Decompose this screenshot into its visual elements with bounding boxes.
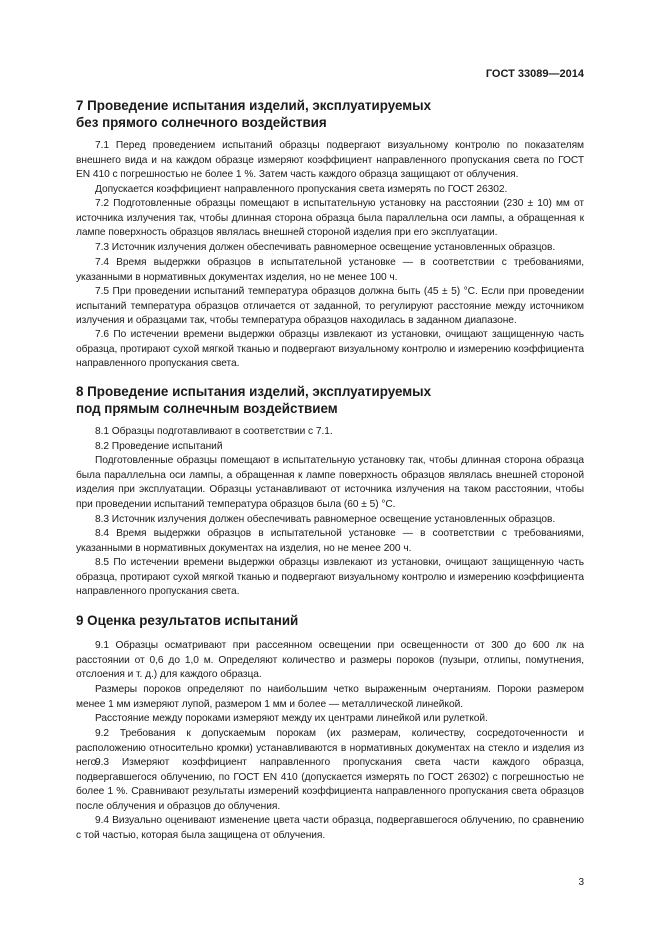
paragraph-9-2: 9.2 Требования к допускаемым порокам (их размерам, количеству, сосредоточенности и расположению относительно кромки) устанавливаются в нормативных документах на стекло и изделия из него. bbox=[76, 728, 584, 769]
paragraph-7-6: 7.6 По истечении времени выдержки образцы извлекают из установки, очищают защищенную часть образца, протирают сухой мягкой тканью и подвергают визуальному контролю и измерению коэффициента направленного пропускания света. bbox=[76, 329, 584, 370]
paragraph-7-5: 7.5 При проведении испытаний температура образцов должна быть (45 ± 5) °С. Если при проведении испытаний температура образцов отличается от заданной, то регулируют расстояние между источником излучения и образцами так, чтобы температура образцов находилась в заданном диапазоне. bbox=[76, 286, 584, 327]
paragraph-9-4: 9.4 Визуально оценивают изменение цвета части образца, подвергавшегося облучению, по сравнению с той частью, которая была защищена от облучения. bbox=[76, 815, 584, 841]
section-9-title-line-1: 9 Оценка результатов испытаний bbox=[76, 613, 299, 628]
paragraph-8-2-text: Подготовленные образцы помещают в испытательную установку так, чтобы длинная сторона образца была параллельна оси лампы, а обращенная к лампе поверхность образцов являлась внешней стороной изделия при эксплуатации. Образцы устанавливают от источника излучения на таком расстоянии, чтобы при проведении испытаний температура образцов была (60 ± 5) °С. bbox=[76, 455, 584, 510]
paragraph-8-4: 8.4 Время выдержки образцов в испытательной установке — в соответствии с требованиями, указанными в нормативных документах на изделия, но не менее 200 ч. bbox=[76, 528, 584, 554]
paragraph-9-1: 9.1 Образцы осматривают при рассеянном освещении при освещенности от 300 до 600 лк на расстоянии от 0,6 до 1,0 м. Определяют количество и размеры пороков (пузыри, отлипы, помутнения, отслоения и т. д.) для каждого образца. bbox=[76, 640, 584, 681]
paragraph-9-1-distance: Расстояние между пороками измеряют между их центрами линейкой или рулеткой. bbox=[95, 713, 488, 724]
paragraph-7-1: 7.1 Перед проведением испытаний образцы подвергают визуальному контролю по показателям внешнего вида и на каждом образце измеряют коэффициент направленного пропускания света по ГОСТ EN 410 с погрешностью не более 1 %. Затем часть каждого образца защищают от облучения. bbox=[76, 140, 584, 181]
paragraph-8-3: 8.3 Источник излучения должен обеспечивать равномерное освещение установленных образцов. bbox=[95, 514, 556, 525]
paragraph-8-5: 8.5 По истечении времени выдержки образцы извлекают из установки, очищают защищенную часть образца, протирают сухой мягкой тканью и подвергают визуальному контролю и измерению коэффициента направленного пропускания света. bbox=[76, 557, 584, 598]
paragraph-7-2: 7.2 Подготовленные образцы помещают в испытательную установку на расстоянии (230 ± 10) мм от источника излучения так, чтобы длинная сторона образца была параллельна оси лампы, а обращенная к лампе поверхность образцов являлась внешней стороной изделия при его эксплуатации. bbox=[76, 198, 584, 239]
paragraph-9-3: 9.3 Измеряют коэффициент направленного пропускания света части каждого образца, подвергавшегося облучению, по ГОСТ EN 410 (допускается измерять по ГОСТ 26302) с погрешностью не более 1 %. Сравнивают результаты измерений коэффициента направленного пропускания света образцов после облучения и образцов до облучения. bbox=[76, 757, 584, 812]
paragraph-7-1-note: Допускается коэффициент направленного пропускания света измерять по ГОСТ 26302. bbox=[95, 184, 508, 195]
section-8-title bbox=[76, 383, 431, 417]
paragraph-8-2: 8.2 Проведение испытаний bbox=[95, 441, 223, 452]
section-7-title-line-2: без прямого солнечного воздействия bbox=[76, 115, 327, 130]
paragraph-7-4: 7.4 Время выдержки образцов в испытательной установке — в соответствии с требованиями, указанными в нормативных документах изделия, но не менее 100 ч. bbox=[76, 257, 584, 283]
section-9-title bbox=[76, 612, 298, 629]
section-8-title-line-2: под прямым солнечным воздействием bbox=[76, 401, 338, 416]
section-8-title-line-1: 8 Проведение испытания изделий, эксплуатируемых bbox=[76, 384, 432, 399]
section-7-title bbox=[76, 97, 431, 131]
paragraph-9-1-sizes: Размеры пороков определяют по наибольшим четко выраженным очертаниям. Пороки размером менее 1 мм измеряют лупой, размером 1 мм и более — металлической линейкой. bbox=[76, 684, 584, 710]
page-number: 3 bbox=[578, 877, 584, 888]
section-7-title-line-1: 7 Проведение испытания изделий, эксплуатируемых bbox=[76, 98, 432, 113]
standard-code: ГОСТ 33089—2014 bbox=[485, 68, 584, 80]
paragraph-7-3: 7.3 Источник излучения должен обеспечивать равномерное освещение установленных образцов. bbox=[95, 242, 556, 253]
paragraph-8-1: 8.1 Образцы подготавливают в соответствии с 7.1. bbox=[95, 426, 333, 437]
